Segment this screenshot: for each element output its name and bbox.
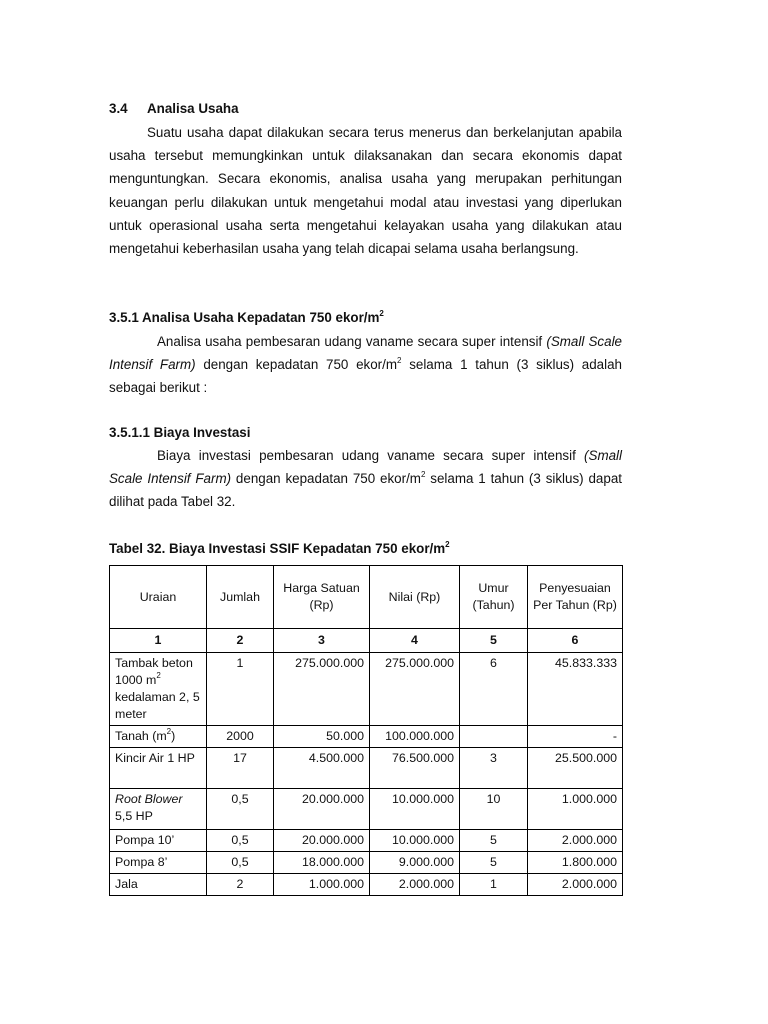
paragraph-text: Analisa usaha pembesaran udang vaname secara super intensif xyxy=(157,334,547,349)
table-caption xyxy=(109,541,622,556)
table-row xyxy=(110,830,623,852)
investment-table xyxy=(109,565,623,896)
section-3-5-1-1-paragraph xyxy=(109,444,622,514)
cell-jumlah: 0,5 xyxy=(207,789,274,830)
section-title: 3.5.1.1 Biaya Investasi xyxy=(109,425,251,440)
cell-harga: 50.000 xyxy=(274,726,370,748)
superscript: 2 xyxy=(166,726,172,736)
column-number: 1 xyxy=(110,629,207,653)
table-row xyxy=(110,653,623,726)
cell-uraian xyxy=(110,726,207,748)
section-title: Analisa Usaha xyxy=(147,101,239,116)
paragraph-text: dengan kepadatan 750 ekor/m xyxy=(195,357,398,373)
cell-penyesuaian: 25.500.000 xyxy=(528,748,623,789)
cell-nilai: 9.000.000 xyxy=(370,852,460,874)
header-jumlah: Jumlah xyxy=(207,566,274,629)
cell-harga: 275.000.000 xyxy=(274,653,370,726)
cell-jumlah: 2 xyxy=(207,874,274,896)
paragraph-text: selama 1 tahun (3 siklus) dapat dilihat pada Tabel 32. xyxy=(109,471,622,510)
cell-uraian: Jala xyxy=(110,874,207,896)
paragraph-text: Biaya investasi pembesaran udang vaname secara super intensif xyxy=(157,448,585,463)
cell-harga: 1.000.000 xyxy=(274,874,370,896)
cell-uraian: Pompa 10’ xyxy=(110,830,207,852)
cell-jumlah: 2000 xyxy=(207,726,274,748)
header-umur: Umur (Tahun) xyxy=(460,566,528,629)
table-row xyxy=(110,874,623,896)
column-number: 5 xyxy=(460,629,528,653)
cell-jumlah: 17 xyxy=(207,748,274,789)
superscript: 2 xyxy=(156,670,161,680)
cell-uraian xyxy=(110,748,207,789)
column-number: 3 xyxy=(274,629,370,653)
uraian-text: 5,5 HP xyxy=(115,809,153,823)
cell-umur: 6 xyxy=(460,653,528,726)
table-header-row xyxy=(110,566,623,629)
header-uraian: Uraian xyxy=(110,566,207,629)
cell-umur: 5 xyxy=(460,852,528,874)
superscript: 2 xyxy=(420,469,426,479)
superscript: 2 xyxy=(445,539,450,549)
cell-nilai: 76.500.000 xyxy=(370,748,460,789)
cell-nilai: 2.000.000 xyxy=(370,874,460,896)
cell-penyesuaian: - xyxy=(528,726,623,748)
section-3-5-1-1-heading xyxy=(109,425,622,440)
cell-penyesuaian: 1.000.000 xyxy=(528,789,623,830)
section-3-5-1-heading xyxy=(109,310,622,325)
cell-umur: 5 xyxy=(460,830,528,852)
cell-nilai: 275.000.000 xyxy=(370,653,460,726)
section-3-5-1-paragraph xyxy=(109,330,622,400)
table-row xyxy=(110,726,623,748)
cell-penyesuaian: 1.800.000 xyxy=(528,852,623,874)
cell-jumlah: 0,5 xyxy=(207,852,274,874)
cell-uraian: Pompa 8’ xyxy=(110,852,207,874)
section-3-4-paragraph: Suatu usaha dapat dilakukan secara terus menerus dan berkelanjutan apabila usaha tersebut memungkinkan untuk dilaksanakan dan secara ekonomis dapat menguntungkan. Secara ekonomis, analisa usaha yang merupakan perhitungan keuangan perlu dilakukan untuk mengetahui modal atau investasi yang diperlukan untuk operasional usaha serta mengetahui kelayakan usaha yang dilakukan atau mengetahui keberhasilan usaha yang telah dicapai selama usaha berlangsung. xyxy=(109,125,622,257)
cell-harga: 4.500.000 xyxy=(274,748,370,789)
uraian-text: Tanah (m xyxy=(115,729,167,743)
column-number: 2 xyxy=(207,629,274,653)
cell-umur: 3 xyxy=(460,748,528,789)
paragraph-text: selama 1 tahun (3 siklus) adalah sebagai berikut : xyxy=(109,357,622,396)
section-3-4-heading xyxy=(109,101,622,116)
uraian-text: Kincir Air 1 HP xyxy=(115,751,195,765)
cell-uraian xyxy=(110,653,207,726)
uraian-text: ) xyxy=(171,729,176,743)
header-harga-satuan: Harga Satuan (Rp) xyxy=(274,566,370,629)
cell-jumlah: 1 xyxy=(207,653,274,726)
paragraph-italic: (Small Scale Intensif Farm) xyxy=(109,448,622,487)
paragraph-text: dengan kepadatan 750 ekor/m xyxy=(231,471,421,487)
superscript: 2 xyxy=(397,355,402,365)
table-row xyxy=(110,748,623,789)
paragraph-italic: (Small Scale Intensif Farm) xyxy=(109,334,622,373)
column-number: 4 xyxy=(370,629,460,653)
cell-penyesuaian: 2.000.000 xyxy=(528,874,623,896)
cell-nilai: 100.000.000 xyxy=(370,726,460,748)
cell-harga: 20.000.000 xyxy=(274,830,370,852)
cell-jumlah: 0,5 xyxy=(207,830,274,852)
column-number-row xyxy=(110,629,623,653)
uraian-text: Tambak beton 1000 m xyxy=(115,656,193,687)
uraian-text: kedalaman 2, 5 meter xyxy=(115,690,200,721)
section-title: 3.5.1 Analisa Usaha Kepadatan 750 ekor/m xyxy=(109,310,380,325)
table-row xyxy=(110,789,623,830)
cell-umur: 1 xyxy=(460,874,528,896)
column-number: 6 xyxy=(528,629,623,653)
cell-harga: 20.000.000 xyxy=(274,789,370,830)
cell-uraian xyxy=(110,789,207,830)
uraian-italic: Root Blower xyxy=(115,792,183,806)
cell-nilai: 10.000.000 xyxy=(370,789,460,830)
cell-umur: 10 xyxy=(460,789,528,830)
caption-text: Tabel 32. Biaya Investasi SSIF Kepadatan 750 ekor/m xyxy=(109,541,446,556)
header-nilai: Nilai (Rp) xyxy=(370,566,460,629)
cell-penyesuaian: 2.000.000 xyxy=(528,830,623,852)
superscript: 2 xyxy=(379,308,384,318)
section-number: 3.4 xyxy=(109,101,128,116)
cell-umur xyxy=(460,726,528,748)
table-row xyxy=(110,852,623,874)
cell-harga: 18.000.000 xyxy=(274,852,370,874)
header-penyesuaian: Penyesuaian Per Tahun (Rp) xyxy=(528,566,623,629)
cell-penyesuaian: 45.833.333 xyxy=(528,653,623,726)
cell-nilai: 10.000.000 xyxy=(370,830,460,852)
